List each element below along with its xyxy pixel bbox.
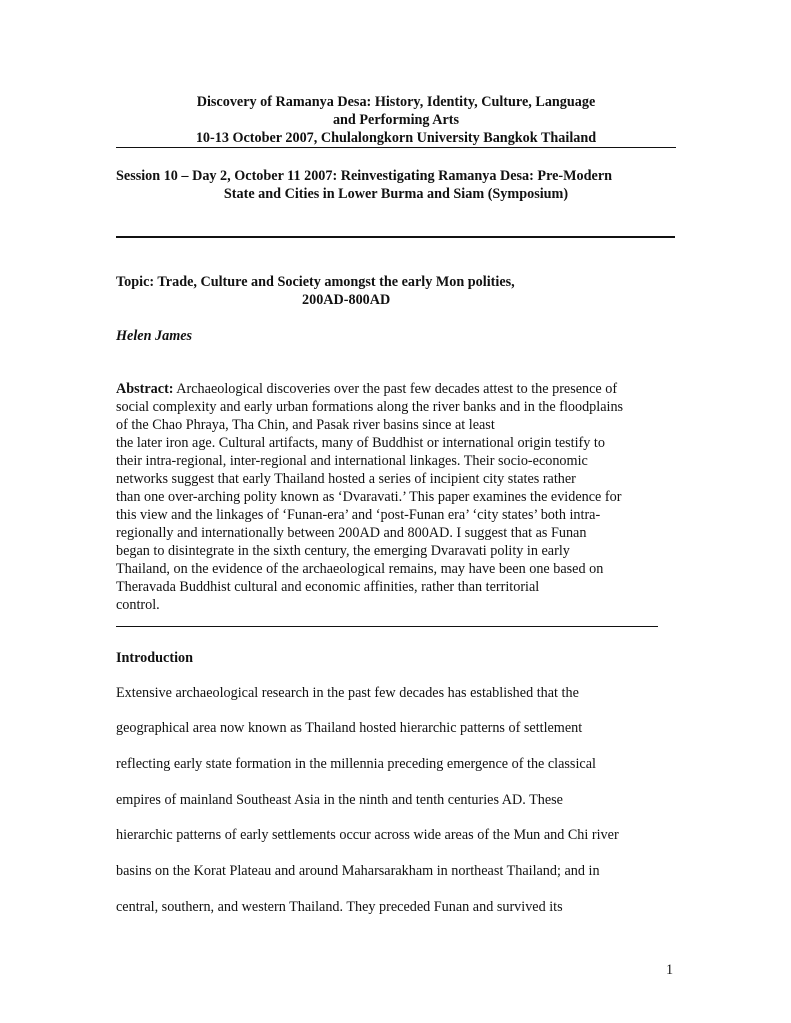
abstract-line: began to disintegrate in the sixth century, the emerging Dvaravati polity in early	[116, 543, 570, 559]
introduction-line: empires of mainland Southeast Asia in the ninth and tenth centuries AD. These	[116, 792, 563, 808]
abstract-underline	[116, 626, 658, 627]
abstract-line: than one over-arching polity known as ‘Dvaravati.’ This paper examines the evidence for	[116, 489, 622, 505]
introduction-line: basins on the Korat Plateau and around Maharsarakham in northeast Thailand; and in	[116, 863, 600, 879]
abstract-line: Thailand, on the evidence of the archaeological remains, may have been one based on	[116, 561, 604, 577]
conference-title-line-1: Discovery of Ramanya Desa: History, Identity, Culture, Language	[196, 94, 596, 110]
topic-line-1: Topic: Trade, Culture and Society amongst the early Mon polities,	[116, 274, 515, 290]
conference-date-venue: 10-13 October 2007, Chulalongkorn University Bangkok Thailand	[195, 130, 597, 146]
abstract-line: social complexity and early urban formations along the river banks and in the floodplains	[116, 399, 624, 415]
conference-title-line-2: and Performing Arts	[332, 112, 460, 128]
abstract-first-line	[116, 381, 617, 398]
introduction-line: hierarchic patterns of early settlements occur across wide areas of the Mun and Chi river	[116, 827, 619, 843]
introduction-line: reflecting early state formation in the millennia preceding emergence of the classical	[116, 756, 596, 772]
introduction-line: geographical area now known as Thailand hosted hierarchic patterns of settlement	[116, 720, 583, 736]
introduction-line: Extensive archaeological research in the past few decades has established that the	[116, 685, 579, 701]
abstract-line: Theravada Buddhist cultural and economic affinities, rather than territorial	[116, 579, 540, 595]
abstract-line: regionally and internationally between 200AD and 800AD. I suggest that as Funan	[116, 525, 587, 541]
abstract-first-line-text: Archaeological discoveries over the past few decades attest to the presence of	[173, 381, 618, 397]
author-name: Helen James	[116, 328, 193, 344]
abstract-line: control.	[116, 597, 160, 613]
page-number: 1	[666, 962, 674, 978]
session-line-2: State and Cities in Lower Burma and Siam (Symposium)	[223, 186, 569, 202]
introduction-line: central, southern, and western Thailand. They preceded Funan and survived its	[116, 899, 563, 915]
abstract-label: Abstract:	[116, 381, 174, 397]
abstract-line: the later iron age. Cultural artifacts, many of Buddhist or international origin testify to	[116, 435, 605, 451]
abstract-line: networks suggest that early Thailand hosted a series of incipient city states rather	[116, 471, 576, 487]
topic-line-2: 200AD-800AD	[302, 292, 391, 308]
introduction-heading: Introduction	[116, 650, 193, 666]
abstract-line: this view and the linkages of ‘Funan-era’ and ‘post-Funan era’ ‘city states’ both intra-	[116, 507, 601, 523]
header-divider	[116, 147, 676, 148]
abstract-line: of the Chao Phraya, Tha Chin, and Pasak river basins since at least	[116, 417, 495, 433]
abstract-line: their intra-regional, inter-regional and international linkages. Their socio-economic	[116, 453, 588, 469]
session-line-1: Session 10 – Day 2, October 11 2007: Reinvestigating Ramanya Desa: Pre-Modern	[116, 168, 613, 184]
section-divider	[116, 236, 675, 238]
